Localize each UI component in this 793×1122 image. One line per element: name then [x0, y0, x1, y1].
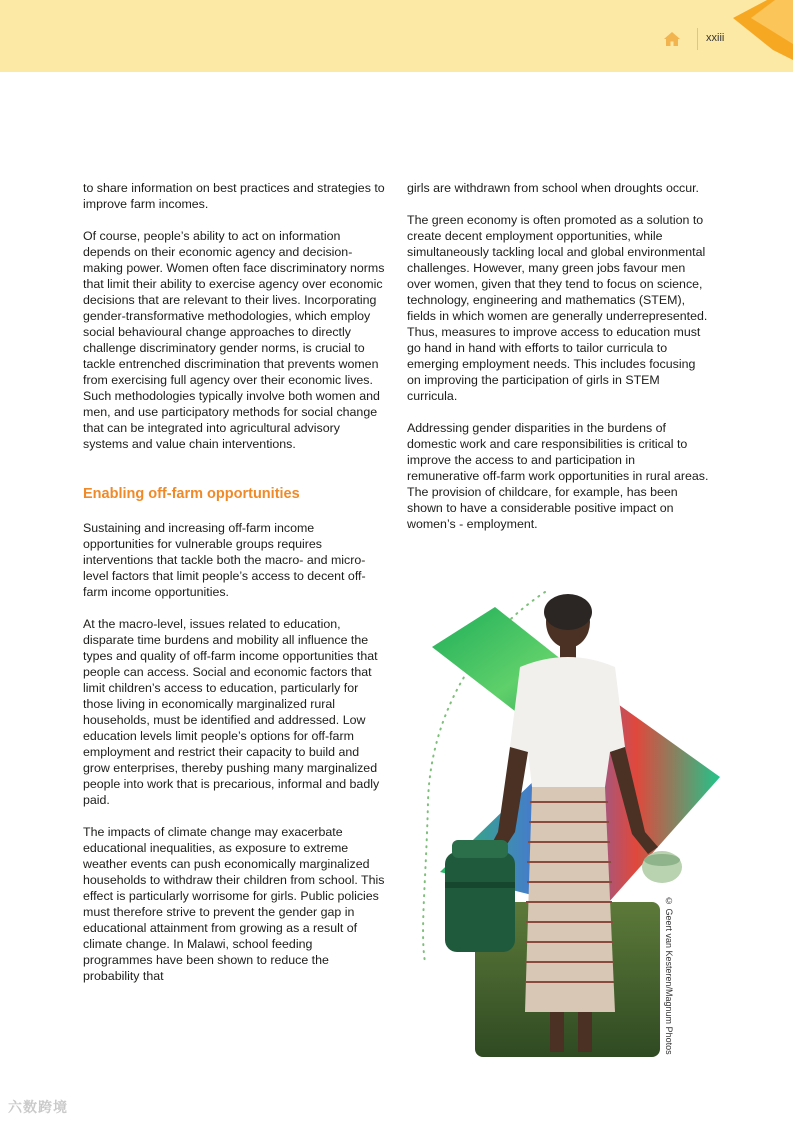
section-heading: Enabling off-farm opportunities [83, 486, 300, 502]
paragraph: The green economy is often promoted as a solution to create decent employment opportunities, while simultaneously tackling local and global environmental challenges. However, many green jobs favour men over women, given that they tend to focus on science, technology, engineering and mathematics (STEM), fields in which women are generally underrepresented. Thus, measures to improve access to education must go hand in hand with efforts to tailor curricula to emerging employment needs. This includes focusing on improving the participation of girls in STEM curricula. [407, 213, 708, 403]
page-number: xxiii [706, 32, 725, 44]
paragraph: The impacts of climate change may exacerbate educational inequalities, as exposure to extreme weather events can push economically marginalized households to withdraw their children from school. This effect is particularly worrisome for girls. Public policies must therefore strive to prevent the gender gap in educational attainment from growing as a result of climate change. In Malawi, school feeding programmes have been shown to reduce the probability that [83, 825, 385, 983]
paragraph: Sustaining and increasing off-farm income opportunities for vulnerable groups requires interventions that tackle both the macro- and micro-level factors that limit people’s access to decent off-farm income opportunities. [83, 521, 366, 599]
left-column [83, 180, 385, 1000]
header-divider [697, 28, 698, 50]
corner-arrow-graphic [733, 0, 793, 60]
paragraph: to share information on best practices and strategies to improve farm incomes. [83, 181, 385, 211]
farmer-photo [410, 582, 730, 1062]
paragraph: At the macro-level, issues related to education, disparate time burdens and mobility all influence the types and quality of off-farm income opportunities that people can access. Social and economic factors that limit children’s access to education, particularly for those living in economically marginalized rural households, must be identified and addressed. Low education levels limit people’s options for off-farm employment and restrict their capacity to build and grow enterprises, thereby pushing many marginalized people into work that is precarious, informal and badly paid. [83, 617, 380, 807]
home-icon[interactable] [664, 32, 680, 46]
paragraph: girls are withdrawn from school when droughts occur. [407, 181, 700, 195]
right-column [407, 180, 709, 548]
watermark: 六数跨境 [8, 1099, 68, 1115]
photo-credit: © Geert van Kesteren/Magnum Photos [664, 896, 674, 1055]
photo-figure [410, 582, 730, 1062]
paragraph: Of course, people’s ability to act on information depends on their economic agency and decision-making power. Women often face discriminatory norms that limit their ability to exercise agency over economic decisions that are relevant to their lives. Incorporating gender-transformative methodologies, which employ social behavioural change approaches to directly challenge discriminatory gender norms, is crucial to tackle entrenched discrimination that prevents women from exercising full agency over their economic lives. Such methodologies typically involve both women and men, and use participatory methods for social change that can be integrated into agricultural advisory systems and value chain interventions. [83, 229, 385, 451]
paragraph: Addressing gender disparities in the burdens of domestic work and care responsibilities is critical to improve the access to and participation in remunerative off-farm work opportunities in rural areas. The provision of childcare, for example, has been shown to have a considerable positive impact on women’s - employment. [407, 421, 709, 531]
